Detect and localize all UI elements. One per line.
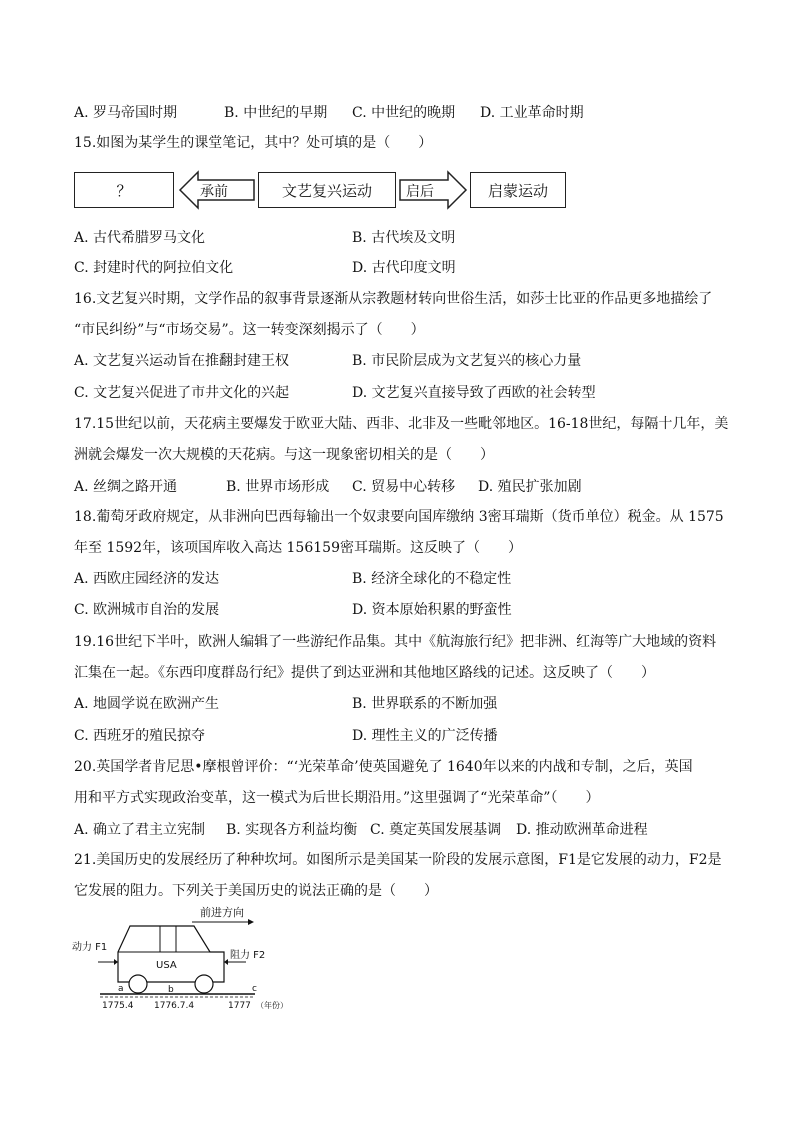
- q16-option-c: C. 文艺复兴促进了市井文化的兴起: [74, 385, 290, 401]
- q18-stem-line1: 18.葡萄牙政府规定，从非洲向巴西每输出一个奴隶要向国库缴纳 3密耳瑞斯（货币单位）税金。从 1575: [74, 509, 724, 525]
- q21-stem-line1: 21.美国历史的发展经历了种种坎坷。如图所示是美国某一阶段的发展示意图，F1是它发展的动力，F2是: [74, 852, 722, 868]
- q14-option-a: A. 罗马帝国时期: [74, 105, 178, 121]
- q16-option-b: B. 市民阶层成为文艺复兴的核心力量: [352, 353, 582, 369]
- flow-box-renaissance: 文艺复兴运动: [258, 172, 396, 208]
- q20-option-d: D. 推动欧洲革命进程: [516, 822, 648, 838]
- q15-option-b: B. 古代埃及文明: [352, 230, 456, 246]
- q15-option-d: D. 古代印度文明: [352, 260, 456, 276]
- q17-option-c: C. 贸易中心转移: [352, 479, 456, 495]
- q21-car-figure: [70, 902, 310, 1012]
- q17-stem-line2: 洲就会爆发一次大规模的天花病。与这一现象密切相关的是（ ）: [74, 447, 494, 463]
- q20-option-a: A. 确立了君主立宪制: [74, 822, 206, 838]
- q14-option-c: C. 中世纪的晚期: [352, 105, 456, 121]
- q14-option-b: B. 中世纪的早期: [224, 105, 328, 121]
- q16-option-d: D. 文艺复兴直接导致了西欧的社会转型: [352, 385, 596, 401]
- car-wheel-front: [129, 975, 147, 993]
- force-f2-label: 阻力 F2: [230, 950, 266, 961]
- q19-option-b: B. 世界联系的不断加强: [352, 696, 498, 712]
- point-c-label: c: [252, 984, 257, 994]
- q19-option-d: D. 理性主义的广泛传播: [352, 728, 498, 744]
- q18-stem-line2: 年至 1592年，该项国库收入高达 156159密耳瑞斯。这反映了（ ）: [74, 540, 522, 556]
- q18-option-c: C. 欧洲城市自治的发展: [74, 602, 220, 618]
- q17-option-b: B. 世界市场形成: [226, 479, 330, 495]
- q15-stem: 15.如图为某学生的课堂笔记，其中？处可填的是（ ）: [74, 135, 433, 151]
- q19-option-c: C. 西班牙的殖民掠夺: [74, 728, 206, 744]
- q20-option-c: C. 奠定英国发展基调: [370, 822, 502, 838]
- q15-option-c: C. 封建时代的阿拉伯文化: [74, 260, 234, 276]
- date-c-label: 1777: [228, 1001, 251, 1011]
- date-a-label: 1775.4: [102, 1001, 134, 1011]
- car-wheel-rear: [195, 975, 213, 993]
- q19-stem-line2: 汇集在一起。《东西印度群岛行纪》提供了到达亚洲和其他地区路线的记述。这反映了（ ）: [74, 665, 655, 681]
- force-f1-label: 动力 F1: [72, 942, 108, 953]
- q17-option-d: D. 殖民扩张加剧: [478, 479, 582, 495]
- forward-arrow-head-icon: [248, 919, 254, 925]
- point-b-label: b: [168, 985, 174, 995]
- q16-stem-line1: 16.文艺复兴时期，文学作品的叙事背景逐渐从宗教题材转向世俗生活，如莎士比亚的作品更多地描绘了: [74, 291, 713, 307]
- car-label: USA: [156, 960, 177, 971]
- date-b-label: 1776.7.4: [154, 1001, 195, 1011]
- point-a-label: a: [118, 984, 124, 994]
- flow-box-enlightenment: 启蒙运动: [470, 172, 566, 208]
- q14-option-d: D. 工业革命时期: [480, 105, 584, 121]
- year-unit-label: （年份）: [256, 1001, 288, 1010]
- q19-stem-line1: 19.16世纪下半叶，欧洲人编辑了一些游纪作品集。其中《航海旅行纪》把非洲、红海等广大地域的资料: [74, 634, 717, 650]
- q15-flow-diagram: [74, 168, 574, 214]
- forward-direction-label: 前进方向: [200, 906, 244, 919]
- arrow-label-inherit: 承前: [200, 184, 228, 200]
- q20-stem-line2: 用和平方式实现政治变革，这一模式为后世长期沿用。”这里强调了“光荣革命”（ ）: [74, 790, 600, 806]
- q19-option-a: A. 地圆学说在欧洲产生: [74, 696, 220, 712]
- q17-stem-line1: 17.15世纪以前，天花病主要爆发于欧亚大陆、西非、北非及一些毗邻地区。16-18世纪，每隔十几年，美: [74, 416, 729, 432]
- flow-box-unknown: ？: [74, 172, 174, 208]
- arrow-label-initiate: 启后: [406, 184, 434, 200]
- q15-option-a: A. 古代希腊罗马文化: [74, 230, 206, 246]
- q18-option-a: A. 西欧庄园经济的发达: [74, 571, 220, 587]
- q18-option-d: D. 资本原始积累的野蛮性: [352, 602, 512, 618]
- q16-stem-line2: “市民纠纷”与“市场交易”。这一转变深刻揭示了（ ）: [74, 322, 425, 338]
- q21-stem-line2: 它发展的阻力。下列关于美国历史的说法正确的是（ ）: [74, 883, 438, 899]
- q16-option-a: A. 文艺复兴运动旨在推翻封建王权: [74, 353, 290, 369]
- q18-option-b: B. 经济全球化的不稳定性: [352, 571, 512, 587]
- car-body: [118, 926, 224, 982]
- q17-option-a: A. 丝绸之路开通: [74, 479, 178, 495]
- q20-stem-line1: 20.英国学者肯尼思•摩根曾评价：“‘光荣革命’使英国避免了 1640年以来的内战和专制，之后，英国: [74, 759, 693, 775]
- q20-option-b: B. 实现各方利益均衡: [226, 822, 358, 838]
